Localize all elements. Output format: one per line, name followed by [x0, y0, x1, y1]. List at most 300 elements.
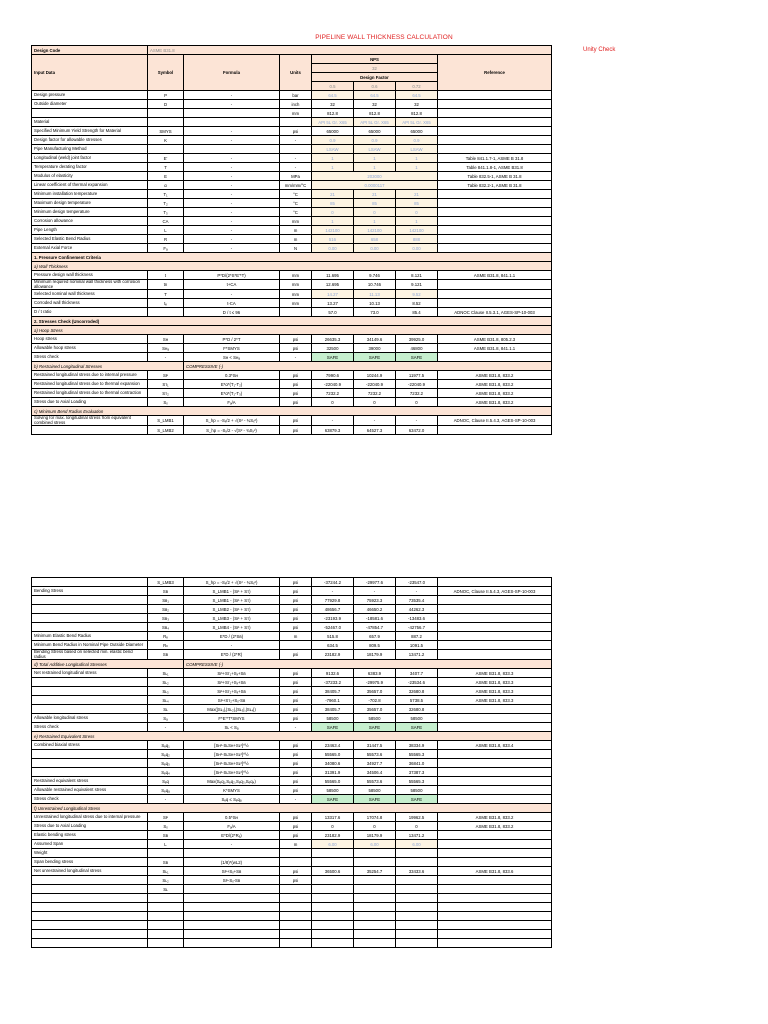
units-cell: -: [280, 353, 312, 362]
value-cell: 73535.4: [396, 596, 438, 605]
formula-cell: Max(|Sʟ₁|,|Sʟ₂|,|Sʟ₃|,|Sʟ₄|): [184, 705, 280, 714]
formula-cell: S_LMB2 - (Sᴘ + Sᴛ): [184, 605, 280, 614]
value-cell: 17074.8: [354, 813, 396, 822]
value-cell[interactable]: 203000: [312, 172, 438, 181]
reference-cell: [438, 136, 552, 145]
value-cell: -: [354, 416, 396, 426]
reference-cell: [438, 641, 552, 650]
reference-cell: [438, 118, 552, 127]
symbol-cell: Sᴛ₂: [148, 389, 184, 398]
value-cell: 34927.7: [354, 759, 396, 768]
sheet-title: PIPELINE WALL THICKNESS CALCULATION: [315, 34, 453, 41]
value-cell[interactable]: 6.00: [396, 840, 438, 849]
section-2-header-label: 2. Stresses Check (Uncorroded): [32, 317, 552, 326]
units-cell: m: [280, 840, 312, 849]
formula-cell: [184, 849, 280, 858]
reference-cell: [438, 199, 552, 208]
wall-thickness-subheader-label: a) Wall Thickness: [32, 262, 552, 271]
value-cell: 0: [396, 398, 438, 407]
symbol-cell: [148, 145, 184, 154]
value-cell[interactable]: 21: [396, 190, 438, 199]
reference-cell: ADNOC, Clause II.5.4.3, AGES-SP-10-003: [438, 587, 552, 596]
value-cell: 1091.5: [396, 641, 438, 650]
parameter-cell: Design factor for allowable stresses: [32, 136, 148, 145]
symbol-cell: K: [148, 136, 184, 145]
value-cell[interactable]: API 5L Gr. X65: [396, 118, 438, 127]
blank-cell: [32, 894, 148, 903]
value-cell: -: [312, 416, 354, 426]
formula-cell: Sₑq ≤ Sₑqₐ: [184, 795, 280, 804]
formula-cell: [Sʜ²-SʟSʜ+Sʟ²]^½: [184, 759, 280, 768]
formula-cell: -: [184, 290, 280, 299]
parameter-cell: [32, 687, 148, 696]
blank-cell: [32, 930, 148, 939]
blank-row: [32, 921, 552, 930]
units-cell: m: [280, 226, 312, 235]
value-cell: 634.5: [312, 641, 354, 650]
value-cell: -: [396, 416, 438, 426]
table-row: [32, 127, 552, 136]
symbol-cell: Sʟ₁: [148, 669, 184, 678]
table-row: [32, 353, 552, 362]
symbol-cell: Sₓ: [148, 398, 184, 407]
value-cell[interactable]: 658: [354, 235, 396, 244]
factor-value[interactable]: 0.6: [354, 82, 396, 91]
value-cell: 11977.5: [396, 371, 438, 380]
units-cell: [280, 118, 312, 127]
value-cell: 13471.2: [396, 650, 438, 660]
units-cell: psi: [280, 831, 312, 840]
value-cell[interactable]: 1: [396, 154, 438, 163]
table-row: [32, 614, 552, 623]
value-cell: -22040.9: [396, 380, 438, 389]
units-cell: psi: [280, 389, 312, 398]
value-cell[interactable]: 0: [312, 208, 354, 217]
blank-cell: [396, 894, 438, 903]
parameter-cell: Stress check: [32, 723, 148, 732]
table-row: [32, 650, 552, 660]
value-cell: 75923.3: [354, 596, 396, 605]
symbol-cell: Sʙ: [148, 587, 184, 596]
value-cell: 55565.3: [396, 750, 438, 759]
value-cell: 35657.0: [354, 687, 396, 696]
value-cell: [312, 849, 354, 858]
value-cell[interactable]: 64.5: [312, 91, 354, 100]
blank-cell: [32, 903, 148, 912]
blank-cell: [148, 894, 184, 903]
units-cell: -: [280, 723, 312, 732]
value-cell: 65000: [396, 127, 438, 136]
table-row: [32, 669, 552, 678]
factor-value[interactable]: 0.72: [396, 82, 438, 91]
calculation-table-page-1: [31, 45, 552, 435]
reference-cell: [438, 578, 552, 587]
reference-cell: [438, 217, 552, 226]
formula-cell: -: [184, 217, 280, 226]
additive-subheader-note: COMPRESSIVE (-): [184, 660, 552, 669]
value-cell: 23182.9: [312, 650, 354, 660]
formula-cell: t-CA: [184, 299, 280, 308]
header-row: [32, 55, 552, 64]
table-row: [32, 786, 552, 795]
value-cell[interactable]: 64.5: [396, 91, 438, 100]
formula-cell: Sʟ < Sₐ: [184, 723, 280, 732]
value-cell[interactable]: 0: [354, 208, 396, 217]
value-cell: [312, 858, 354, 867]
table-row: [32, 190, 552, 199]
value-cell[interactable]: 142100: [312, 226, 354, 235]
symbol-cell: Sₑq: [148, 777, 184, 786]
blank-row: [32, 939, 552, 948]
value-cell: -22040.9: [354, 380, 396, 389]
parameter-cell: Solving for max. longitudinal stress from equivalent combined stress: [32, 416, 148, 426]
parameter-cell: Longitudinal (weld) joint factor: [32, 154, 148, 163]
reference-cell: ASME B31.8, 833.2: [438, 813, 552, 822]
value-cell[interactable]: 85: [396, 199, 438, 208]
col-reference: Reference: [438, 55, 552, 91]
additive-subheader-label: d) Total Additive Longitudinal Stresses: [32, 660, 184, 669]
value-cell: 58500: [312, 786, 354, 795]
value-cell: 46800: [396, 344, 438, 353]
value-cell: 34506.4: [354, 768, 396, 777]
value-cell: [354, 858, 396, 867]
value-cell: 10.746: [354, 280, 396, 290]
value-cell: 18179.9: [354, 650, 396, 660]
formula-cell: [184, 109, 280, 118]
table-row: [32, 641, 552, 650]
value-cell[interactable]: 0.0000117: [312, 181, 438, 190]
value-cell: -42756.7: [396, 623, 438, 632]
parameter-cell: Assumed Span: [32, 840, 148, 849]
reference-cell: ASME B31.8, 805.2.3: [438, 335, 552, 344]
parameter-cell: Restrained longitudinal stress due to internal pressure: [32, 371, 148, 380]
units-cell: -: [280, 795, 312, 804]
value-cell[interactable]: 85: [354, 199, 396, 208]
design-code-value[interactable]: ASME B31.8: [148, 46, 552, 55]
value-cell[interactable]: 6.00: [354, 840, 396, 849]
value-cell: 44262.3: [396, 605, 438, 614]
reference-cell: ASME B31.8, 833.2: [438, 822, 552, 831]
parameter-cell: Minimum Bend Radius in Nominal Pipe Outside Diameter: [32, 641, 148, 650]
units-cell: psi: [280, 335, 312, 344]
formula-cell: F*SMYS: [184, 344, 280, 353]
parameter-cell: Corrosion allowance: [32, 217, 148, 226]
blank-cell: [354, 894, 396, 903]
reference-cell: [438, 244, 552, 253]
units-cell: mm/mm/°C: [280, 181, 312, 190]
units-cell: psi: [280, 750, 312, 759]
value-cell[interactable]: LSAW: [354, 145, 396, 154]
blank-cell: [280, 921, 312, 930]
value-cell: 812.8: [396, 109, 438, 118]
formula-cell: -: [184, 91, 280, 100]
reference-cell: [438, 885, 552, 894]
value-cell: -: [354, 587, 396, 596]
value-cell: 73.0: [354, 308, 396, 317]
reference-cell: [438, 290, 552, 299]
value-cell: SAFE: [312, 795, 354, 804]
units-cell: mm: [280, 217, 312, 226]
blank-cell: [184, 912, 280, 921]
value-cell[interactable]: 85: [312, 199, 354, 208]
hoop-stress-subheader-label: a) Hoop Stress: [32, 326, 552, 335]
value-cell[interactable]: 1: [396, 163, 438, 172]
value-cell: 5738.5: [396, 696, 438, 705]
formula-cell: Max(Sₑq₁,Sₑq₂,Sₑq₃,Sₑq₄): [184, 777, 280, 786]
units-cell: °C: [280, 190, 312, 199]
units-cell: mm: [280, 271, 312, 280]
value-cell[interactable]: LSAW: [312, 145, 354, 154]
value-cell[interactable]: 1: [312, 163, 354, 172]
formula-cell: E*D / (2*Sʙ): [184, 632, 280, 641]
formula-cell: K*SMYS: [184, 786, 280, 795]
blank-cell: [280, 903, 312, 912]
value-cell: [396, 876, 438, 885]
nps-value[interactable]: 32: [312, 64, 438, 73]
col-units: Units: [280, 55, 312, 91]
value-cell: -: [312, 587, 354, 596]
symbol-cell: D: [148, 100, 184, 109]
formula-cell: Sᴘ+Sᴛ₁+Sₓ+Sʙ: [184, 678, 280, 687]
table-row: [32, 632, 552, 641]
col-input-data: Input Data: [32, 55, 148, 91]
parameter-cell: Hoop stress: [32, 335, 148, 344]
units-cell: psi: [280, 867, 312, 876]
blank-cell: [354, 912, 396, 921]
bend-radius-subheader-label: c) Minimum Bend Radius Evaluation: [32, 407, 552, 416]
table-row: [32, 849, 552, 858]
value-cell: 58500: [396, 714, 438, 723]
value-cell[interactable]: API 5L Gr. X65: [312, 118, 354, 127]
formula-cell: [Sʜ²-SʟSʜ+Sʟ²]^½: [184, 750, 280, 759]
formula-cell: -: [184, 641, 280, 650]
symbol-cell: Sʙ₁: [148, 596, 184, 605]
blank-row: [32, 912, 552, 921]
table-row: [32, 623, 552, 632]
symbol-cell: Sʙ₃: [148, 614, 184, 623]
units-cell: mm: [280, 280, 312, 290]
table-row: [32, 154, 552, 163]
parameter-cell: External Axial Force: [32, 244, 148, 253]
table-row: [32, 335, 552, 344]
reference-cell: ASME B31.8, 841.1.1: [438, 344, 552, 353]
symbol-cell: Sʙ: [148, 858, 184, 867]
reference-cell: [438, 208, 552, 217]
table-row: [32, 696, 552, 705]
blank-cell: [148, 939, 184, 948]
symbol-cell: tn: [148, 280, 184, 290]
units-cell: psi: [280, 786, 312, 795]
restrained-subheader-label: b) Restrained Longitudinal Stresses: [32, 362, 184, 371]
table-row: [32, 226, 552, 235]
symbol-cell: T: [148, 290, 184, 299]
design-code-row: [32, 46, 552, 55]
units-cell: °C: [280, 208, 312, 217]
symbol-cell: tₑ: [148, 299, 184, 308]
blank-cell: [396, 921, 438, 930]
blank-cell: [32, 921, 148, 930]
value-cell: 12.695: [312, 280, 354, 290]
value-cell: 32680.8: [396, 687, 438, 696]
parameter-cell: Selected nominal wall thickness: [32, 290, 148, 299]
blank-cell: [396, 939, 438, 948]
value-cell: 515.8: [312, 632, 354, 641]
units-cell: psi: [280, 578, 312, 587]
parameter-cell: Outside diameter: [32, 100, 148, 109]
value-cell: 36500.6: [312, 867, 354, 876]
design-code-label: Design Code: [32, 46, 148, 55]
value-cell[interactable]: 1: [312, 154, 354, 163]
table-row: [32, 208, 552, 217]
units-cell: psi: [280, 614, 312, 623]
value-cell: -23534.6: [396, 678, 438, 687]
units-cell: psi: [280, 741, 312, 750]
blank-cell: [148, 903, 184, 912]
units-cell: -: [280, 154, 312, 163]
table-row: [32, 759, 552, 768]
table-row: [32, 714, 552, 723]
value-cell: 19962.5: [396, 813, 438, 822]
symbol-cell: Sₑqₐ: [148, 786, 184, 795]
blank-cell: [354, 921, 396, 930]
symbol-cell: t: [148, 271, 184, 280]
parameter-cell: [32, 768, 148, 777]
value-cell: -23547.0: [396, 578, 438, 587]
units-cell: psi: [280, 876, 312, 885]
parameter-cell: D / t ratio: [32, 308, 148, 317]
value-cell: 11.695: [312, 271, 354, 280]
reference-cell: Table 841.1.7-1, ASME B 31.8: [438, 154, 552, 163]
value-cell[interactable]: 1: [354, 154, 396, 163]
value-cell: 32500: [312, 344, 354, 353]
wall-thickness-subheader: [32, 262, 552, 271]
formula-cell: (1/8)*(wL2): [184, 858, 280, 867]
symbol-cell: Sʙ₄: [148, 623, 184, 632]
table-row: [32, 181, 552, 190]
table-row: [32, 244, 552, 253]
symbol-cell: L: [148, 840, 184, 849]
formula-cell: F*E'*T*SMYS: [184, 714, 280, 723]
factor-value[interactable]: 0.5: [312, 82, 354, 91]
value-cell: 0: [354, 822, 396, 831]
value-cell: 13.27: [312, 299, 354, 308]
parameter-cell: Net unrestrained longitudinal stress: [32, 867, 148, 876]
symbol-cell: [148, 849, 184, 858]
units-cell: psi: [280, 650, 312, 660]
value-cell[interactable]: 64.5: [354, 91, 396, 100]
value-cell: 8.52: [396, 299, 438, 308]
value-cell[interactable]: 21: [312, 190, 354, 199]
value-cell[interactable]: 142100: [354, 226, 396, 235]
table-row: [32, 235, 552, 244]
value-cell[interactable]: 888: [396, 235, 438, 244]
reference-cell: [438, 280, 552, 290]
value-cell: 55573.6: [354, 750, 396, 759]
equivalent-subheader: [32, 732, 552, 741]
unrestrained-subheader: [32, 804, 552, 813]
symbol-cell: Sʙ: [148, 650, 184, 660]
value-cell[interactable]: 142100: [396, 226, 438, 235]
value-cell[interactable]: 0: [396, 208, 438, 217]
value-cell[interactable]: 21: [354, 190, 396, 199]
blank-cell: [148, 930, 184, 939]
units-cell: psi: [280, 687, 312, 696]
value-cell[interactable]: 9.52: [396, 290, 438, 299]
restrained-subheader: [32, 362, 552, 371]
value-cell: 35254.7: [354, 867, 396, 876]
value-cell[interactable]: 0.9: [396, 136, 438, 145]
formula-cell: E*α*(T₁-T₃): [184, 389, 280, 398]
blank-cell: [148, 912, 184, 921]
additive-subheader: [32, 660, 552, 669]
symbol-cell: Rₑ: [148, 632, 184, 641]
value-cell[interactable]: 1: [354, 217, 396, 226]
value-cell: -52467.0: [312, 623, 354, 632]
value-cell: 18179.9: [354, 831, 396, 840]
value-cell[interactable]: 0.00: [312, 244, 354, 253]
reference-cell: [438, 226, 552, 235]
value-cell: SAFE: [354, 795, 396, 804]
parameter-cell: Design pressure: [32, 91, 148, 100]
symbol-cell: Sʟ₁: [148, 867, 184, 876]
symbol-cell: [148, 109, 184, 118]
value-cell[interactable]: 0.9: [312, 136, 354, 145]
value-cell: 7232.2: [354, 389, 396, 398]
value-cell[interactable]: 11.13: [354, 290, 396, 299]
value-cell: [312, 885, 354, 894]
value-cell[interactable]: 14.27: [312, 290, 354, 299]
symbol-cell: -: [148, 353, 184, 362]
reference-cell: [438, 705, 552, 714]
symbol-cell: T₂: [148, 199, 184, 208]
value-cell[interactable]: 0.00: [354, 244, 396, 253]
value-cell[interactable]: 0.9: [354, 136, 396, 145]
parameter-cell: [32, 426, 148, 435]
value-cell[interactable]: API 5L Gr. X65: [354, 118, 396, 127]
col-formula: Formula: [184, 55, 280, 91]
table-row: [32, 750, 552, 759]
units-cell: psi: [280, 705, 312, 714]
units-cell: -: [280, 163, 312, 172]
section-1-header-label: 1. Pressure Confinement Criteria: [32, 253, 552, 262]
reference-cell: ASME B31.8, 833.6: [438, 867, 552, 876]
blank-cell: [354, 939, 396, 948]
value-cell[interactable]: 516: [312, 235, 354, 244]
value-cell: 77929.8: [312, 596, 354, 605]
value-cell[interactable]: 1: [312, 217, 354, 226]
parameter-cell: [32, 605, 148, 614]
value-cell[interactable]: LSAW: [396, 145, 438, 154]
formula-cell: -: [184, 226, 280, 235]
formula-cell: -: [184, 100, 280, 109]
parameter-cell: Weight: [32, 849, 148, 858]
reference-cell: [438, 777, 552, 786]
units-cell: psi: [280, 696, 312, 705]
value-cell: SAFE: [396, 723, 438, 732]
symbol-cell: E': [148, 154, 184, 163]
parameter-cell: Stress due to Axial Loading: [32, 822, 148, 831]
units-cell: [280, 849, 312, 858]
value-cell: 23182.9: [312, 831, 354, 840]
value-cell: 31447.5: [354, 741, 396, 750]
value-cell[interactable]: 1: [396, 217, 438, 226]
value-cell[interactable]: 1: [354, 163, 396, 172]
value-cell[interactable]: 6.00: [312, 840, 354, 849]
value-cell: -702.8: [354, 696, 396, 705]
value-cell[interactable]: 0.00: [396, 244, 438, 253]
units-cell: psi: [280, 777, 312, 786]
reference-cell: [438, 876, 552, 885]
